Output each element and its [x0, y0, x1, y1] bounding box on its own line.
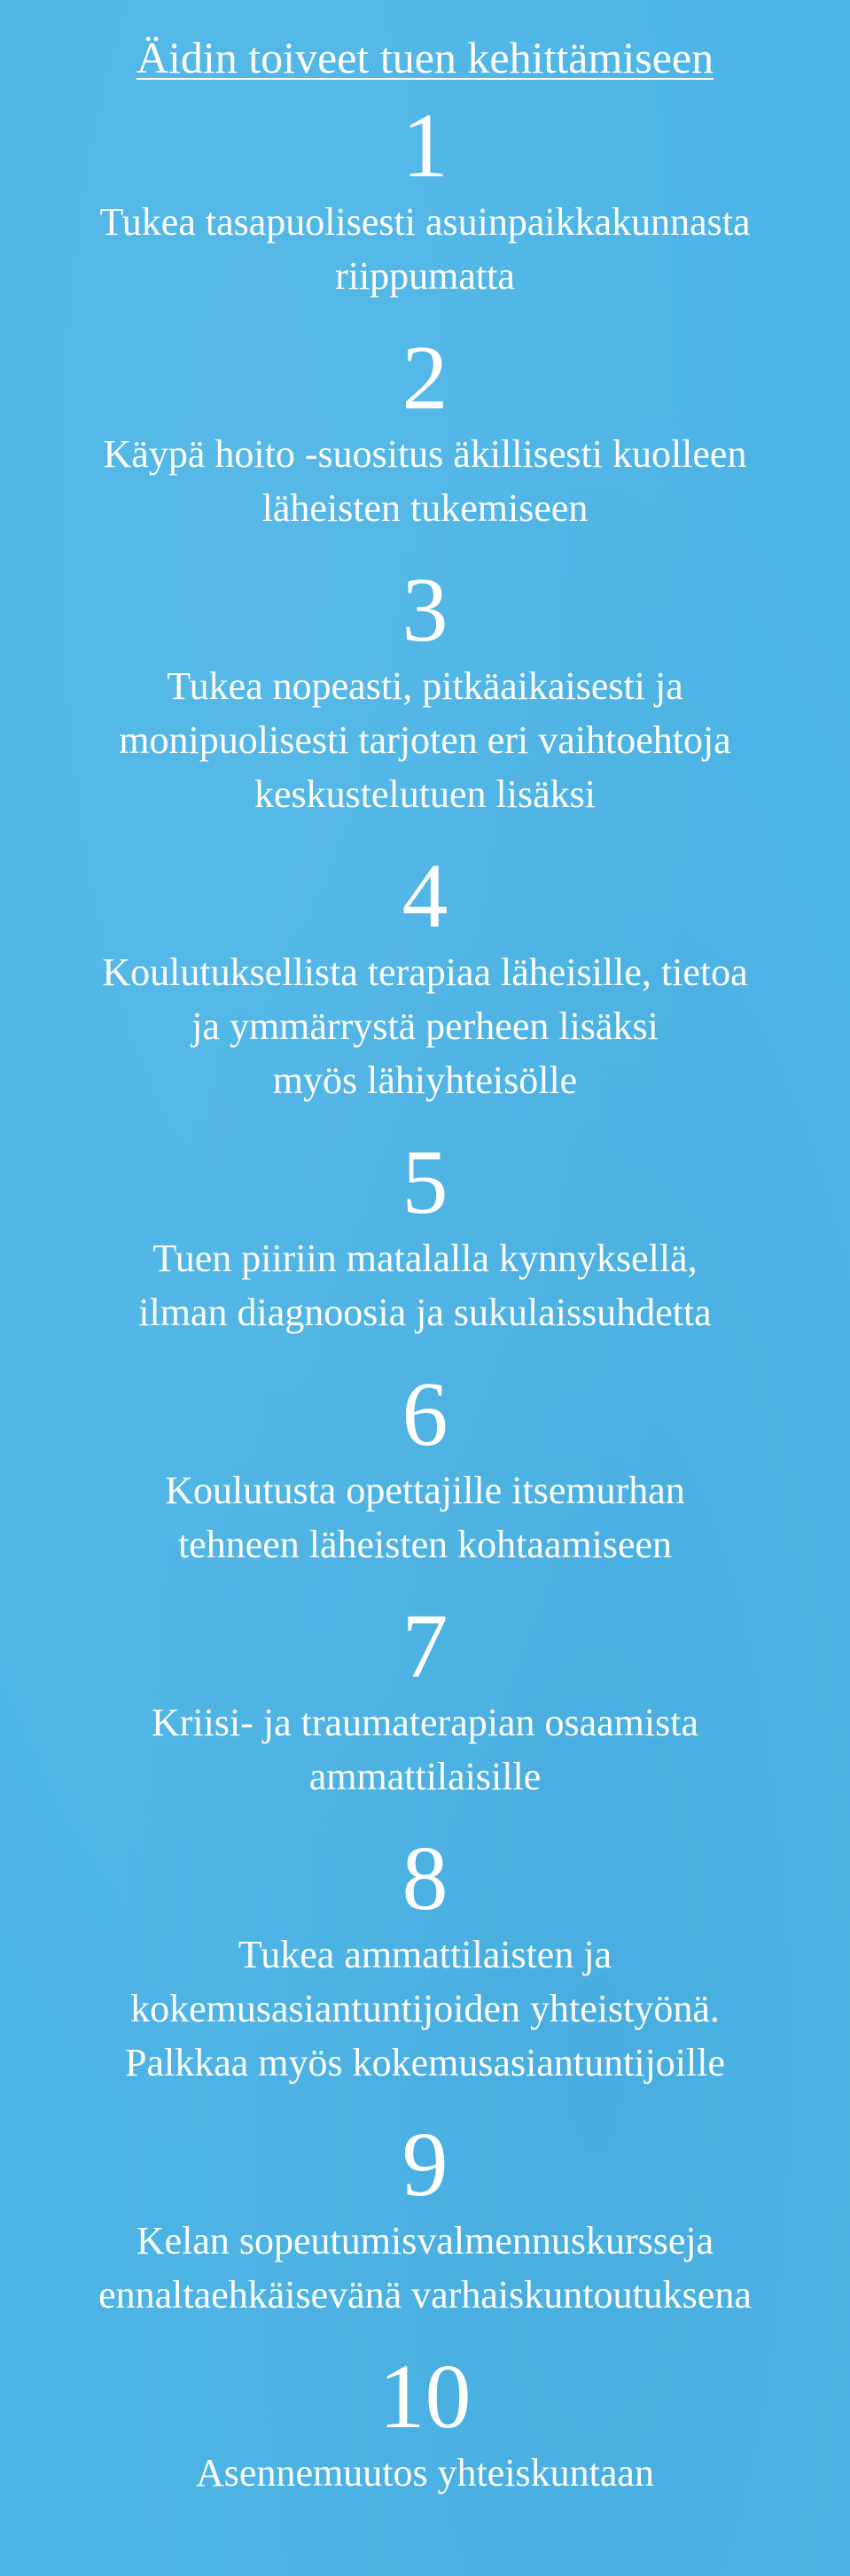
item-text: Käypä hoito -suositus äkillisesti kuolleen läheisten tukemiseen [103, 432, 747, 530]
item-number: 5 [402, 1131, 448, 1233]
item-number: 8 [402, 1827, 448, 1929]
item-number: 10 [378, 2346, 472, 2448]
item-text: Koulutusta opettajille itsemurhan tehneen läheisten kohtaamiseen [165, 1469, 685, 1566]
list-item [0, 845, 850, 1107]
item-number: 9 [402, 2114, 448, 2215]
item-text: Asennemuutos yhteiskuntaan [196, 2451, 654, 2495]
list-item [0, 2116, 850, 2322]
list-item [0, 1595, 850, 1804]
item-text: Tuen piiriin matalalla kynnyksellä, ilman diagnoosia ja sukulaissuhdetta [138, 1237, 712, 1334]
item-text: Tukea ammattilaisten ja kokemusasiantuntijoiden yhteistyönä. Palkkaa myös kokemusasiantuntijoille [124, 1933, 725, 2084]
item-text: Koulutuksellista terapiaa läheisille, tietoa ja ymmärrystä perheen lisäksi myös lähiyhteisölle [102, 950, 748, 1102]
item-number: 3 [402, 559, 448, 661]
poster-title: Äidin toiveet tuen kehittämiseen [136, 33, 714, 82]
list-item [0, 1827, 850, 2090]
item-text: Tukea tasapuolisesti asuinpaikkakunnasta riippumatta [99, 200, 751, 298]
item-number: 2 [402, 327, 448, 429]
list-item [0, 327, 850, 535]
item-number: 7 [402, 1595, 448, 1697]
list-item [0, 2348, 850, 2500]
list-item [0, 97, 850, 303]
list-item [0, 559, 850, 821]
item-text: Kelan sopeutumisvalmennuskursseja ennaltaehkäisevänä varhaiskuntoutuksena [98, 2219, 752, 2316]
item-text: Tukea nopeasti, pitkäaikaisesti ja monipuolisesti tarjoten eri vaihtoehtoja keskustelutuen lisäksi [119, 664, 731, 816]
item-number: 6 [402, 1363, 448, 1465]
list-item [0, 1131, 850, 1339]
item-number: 1 [402, 95, 448, 197]
item-text: Kriisi- ja traumaterapian osaamista ammattilaisille [152, 1701, 698, 1798]
item-number: 4 [402, 845, 448, 947]
list-item [0, 1363, 850, 1571]
